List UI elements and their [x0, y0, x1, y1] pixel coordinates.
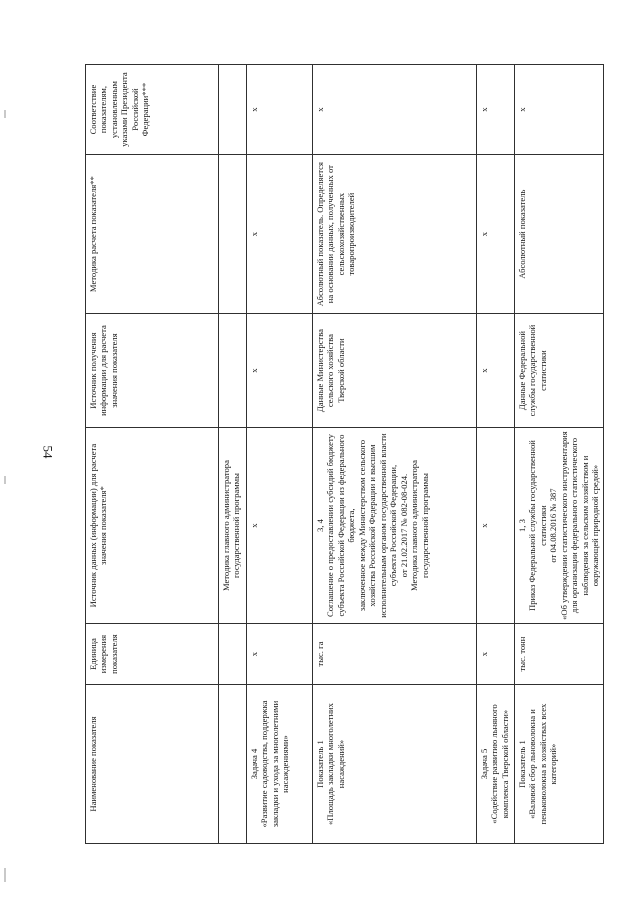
header-indicator-name: Наименование показателя [86, 685, 219, 844]
cell-info-source: х [477, 314, 515, 428]
source-text: Методика главного администратора государственной программы [409, 460, 430, 592]
cell-unit: х [477, 624, 515, 685]
table-row-task-4 [247, 65, 313, 844]
table-row-task-5 [477, 65, 515, 844]
cell-compliance: х [477, 65, 515, 155]
cell-empty [219, 155, 247, 314]
cell-indicator-name [477, 685, 515, 844]
cell-indicator-name [515, 685, 604, 844]
scan-artifact-left [4, 868, 6, 882]
table-row-indicator-5-1 [515, 65, 604, 844]
cell-method: х [247, 155, 313, 314]
cell-source-data: х [477, 428, 515, 624]
cell-unit: тыс. га [313, 624, 477, 685]
task-label: Задача 4 [249, 748, 259, 780]
cell-method: х [477, 155, 515, 314]
cell-compliance: х [515, 65, 604, 155]
table-row [219, 65, 247, 844]
header-presidential-compliance: Соответствие показателям, установленным указами Президента Российской Федерации*** [86, 65, 219, 155]
table-row-indicator-4-1 [313, 65, 477, 844]
cell-source-data: Методика главного администратора государственной программы [219, 428, 247, 624]
task-title: «Развитие садоводства, поддержка закладки и ухода за многолетними насаждениями» [259, 700, 291, 828]
cell-info-source: Данные Министерства сельского хозяйства Тверской области [313, 314, 477, 428]
source-ref: 1, 3 [517, 519, 527, 533]
page-number: 54 [40, 445, 56, 459]
cell-info-source: Данные Федеральной службы государственной статистики [515, 314, 604, 428]
scan-artifact-left [4, 476, 6, 484]
indicator-title: «Площадь закладки многолетних насаждений» [325, 703, 346, 825]
cell-method: Абсолютный показатель. Определяется на основании данных, полученных от сельскохозяйственных товаропроизводителей [313, 155, 477, 314]
indicator-label: Показатель 1 [315, 740, 325, 788]
cell-indicator-name [313, 685, 477, 844]
cell-unit: тыс. тонн [515, 624, 604, 685]
source-text: Приказ Федеральной службы государственной статистики [527, 440, 548, 611]
cell-source-data [313, 428, 477, 624]
header-calculation-method: Методика расчета показателя** [86, 155, 219, 314]
rotated-table-container [85, 64, 601, 844]
source-ref: 3, 4 [315, 519, 325, 533]
source-text: «Об утверждении статистического инструментария для организации федерального статистического наблюдения за сельским хозяйством и окружающей природной средой» [558, 431, 601, 620]
cell-source-data [515, 428, 604, 624]
cell-unit: х [247, 624, 313, 685]
table-header-row [86, 65, 219, 844]
cell-empty [219, 65, 247, 155]
cell-empty [219, 624, 247, 685]
header-info-source: Источник получения информации для расчета значения показателя [86, 314, 219, 428]
cell-empty [219, 314, 247, 428]
header-data-source: Источник данных (информации) для расчета значения показателя* [86, 428, 219, 624]
task-title: «Содействие развитию льняного комплекса Тверской области» [489, 704, 510, 824]
cell-compliance: х [313, 65, 477, 155]
indicator-title: «Валовой сбор льноволокна и пеньковолокна в хозяйствах всех категорий» [527, 703, 559, 825]
indicators-table [85, 64, 604, 844]
cell-compliance: х [247, 65, 313, 155]
source-text: от 04.08.2016 № 387 [548, 488, 559, 563]
source-text: Соглашение о предоставлении субсидий бюджету субъекта Российской Федерации из федерального бюджета, [325, 434, 357, 618]
cell-method: Абсолютный показатель [515, 155, 604, 314]
scan-artifact-left [4, 110, 6, 118]
cell-source-data: х [247, 428, 313, 624]
cell-indicator-name [247, 685, 313, 844]
header-unit: Единица измерения показателя [86, 624, 219, 685]
indicator-label: Показатель 1 [517, 740, 527, 788]
source-text: от 21.02.2017 № 082-08-024. [398, 473, 409, 578]
task-label: Задача 5 [479, 748, 489, 780]
cell-info-source: х [247, 314, 313, 428]
cell-empty [219, 685, 247, 844]
source-text: заключенное между Министерством сельского хозяйства Российской Федерации и высшим исполнительным органом государственной власти субъекта Российской Федерации, [356, 433, 399, 618]
